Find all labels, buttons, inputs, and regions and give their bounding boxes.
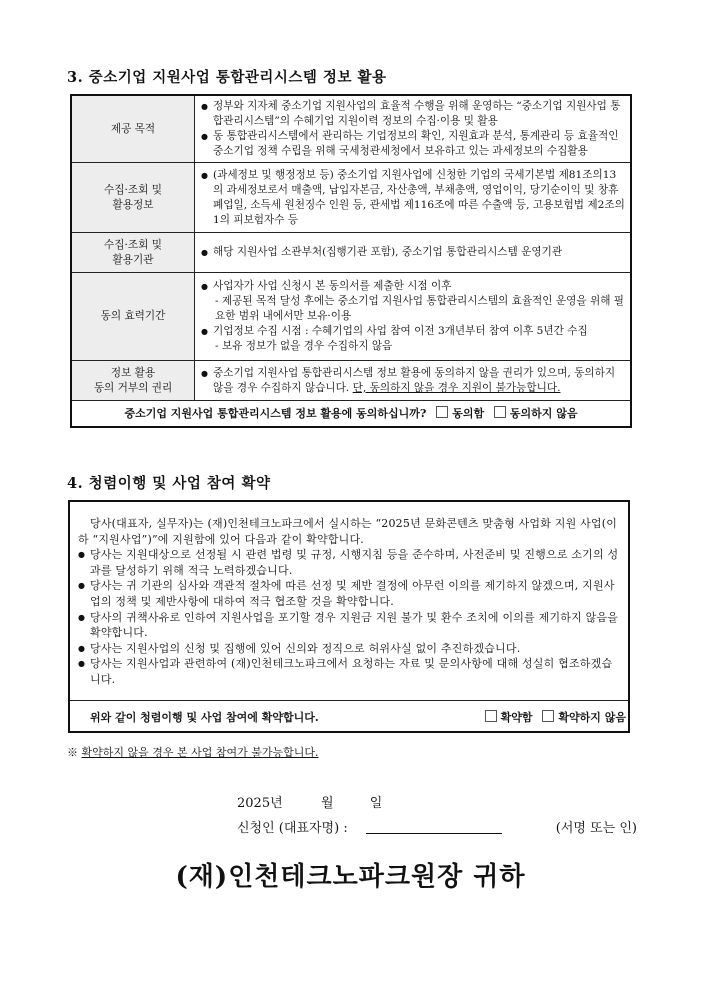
consent-question-row bbox=[71, 401, 631, 428]
pledge-body bbox=[78, 516, 620, 688]
validity-subitem: - 제공된 목적 달성 후에는 중소기업 지원사업 통합관리시스템의 효율적인 운영을 위해 필요한 범위 내에서만 보유·이용 bbox=[215, 295, 625, 322]
pledge-item: ● 당사는 지원대상으로 선정될 시 관련 법령 및 규정, 시행지침 등을 준수하며, 사전준비 및 진행으로 소기의 성과를 달성하기 위해 적극 노력하겠습니다. bbox=[78, 547, 620, 578]
notice bbox=[67, 744, 319, 760]
pledge-question-row bbox=[70, 700, 628, 731]
pledge-box bbox=[68, 500, 630, 733]
refusal-right-label bbox=[71, 361, 195, 401]
refusal-item bbox=[201, 366, 626, 396]
collecting-org-content bbox=[195, 233, 632, 273]
collected-info-label-line1: 수집·조회 및 bbox=[104, 183, 162, 196]
refusal-text: 중소기업 지원사업 통합관리시스템 정보 활용에 동의하지 않을 권리가 있으며, 동의하지 않을 경우 수집하지 않습니다. bbox=[213, 366, 616, 394]
pledge-disagree-checkbox[interactable] bbox=[542, 710, 554, 722]
validity-period-label: 동의 효력기간 bbox=[71, 273, 195, 361]
collected-info-content bbox=[195, 163, 632, 233]
agree-label: 동의함 bbox=[452, 407, 485, 420]
pledge-agree-checkbox[interactable] bbox=[485, 710, 497, 722]
consent-question: 중소기업 지원사업 통합관리시스템 정보 활용에 동의하십니까? bbox=[124, 407, 427, 420]
validity-subitem: - 보유 정보가 없을 경우 수집하지 않음 bbox=[215, 340, 393, 352]
addressee: (재)인천테크노파크원장 귀하 bbox=[175, 862, 526, 892]
signature-hint: (서명 또는 인) bbox=[555, 821, 637, 836]
pledge-options bbox=[479, 709, 626, 725]
pledge-item: ● 당사의 귀책사유로 인하여 지원사업을 포기할 경우 지원금 지원 불가 및 환수 조치에 이의를 제기하지 않음을 확약합니다. bbox=[78, 610, 620, 641]
refusal-warning: 단, 동의하지 않을 경우 지원이 불가능합니다. bbox=[352, 381, 561, 394]
info-usage-table bbox=[70, 94, 632, 428]
validity-item: ● 기업정보 수집 시점 : 수혜기업의 사업 참여 이전 3개년부터 참여 이후 5년간 수집 bbox=[201, 324, 626, 339]
notice-mark: ※ bbox=[67, 746, 78, 759]
purpose-item: ● 동 통합관리시스템에서 관리하는 기업정보의 확인, 지원효과 분석, 통계관리 등 효율적인 중소기업 정책 수립을 위해 국세청관세청에서 보유하고 있는 과세정보의 수집활용 bbox=[201, 129, 626, 159]
pledge-item: ● 당사는 지원사업과 관련하여 (재)인천테크노파크에서 요청하는 자료 및 문의사항에 대해 성실히 협조하겠습니다. bbox=[78, 656, 620, 687]
collecting-org-item: ● 해당 지원사업 소관부처(집행기관 포함), 중소기업 통합관리시스템 운영기관 bbox=[201, 245, 626, 260]
validity-period-content bbox=[195, 273, 632, 361]
date-day: 일 bbox=[369, 796, 383, 811]
section-3-title: 3. 중소기업 지원사업 통합관리시스템 정보 활용 bbox=[67, 69, 387, 86]
collecting-org-label-line2: 활용기관 bbox=[112, 253, 154, 266]
purpose-content bbox=[195, 95, 632, 163]
applicant-label: 신청인 (대표자명) : bbox=[237, 821, 348, 836]
pledge-agree-label: 확약함 bbox=[500, 711, 533, 724]
refusal-right-label-line1: 정보 활용 bbox=[110, 366, 156, 379]
refusal-right-content bbox=[195, 361, 632, 401]
collected-info-item: ● (과세정보 및 행정정보 등) 중소기업 지원사업에 신청한 기업의 국세기본법 제81조의13의 과세정보로서 매출액, 납입자본금, 자산총액, 부채총액, 영업이익, 당기순이익 및 창휴폐업일, 소득세 원천징수 인원 등, 관세법 제116조에 따른 수출액 등, 고용보험법 제2조의1의 피보험자수 등 bbox=[201, 168, 626, 228]
disagree-label: 동의하지 않음 bbox=[509, 407, 578, 420]
collecting-org-label bbox=[71, 233, 195, 273]
applicant-line bbox=[237, 817, 637, 836]
purpose-label: 제공 목적 bbox=[71, 95, 195, 163]
validity-item: ● 사업자가 사업 신청시 본 동의서를 제출한 시점 이후 bbox=[201, 279, 626, 294]
pledge-item: ● 당사는 지원사업의 신청 및 집행에 있어 신의와 정직으로 허위사실 없이 추진하겠습니다. bbox=[78, 641, 620, 657]
collecting-org-label-line1: 수집·조회 및 bbox=[104, 238, 162, 251]
pledge-disagree-label: 확약하지 않음 bbox=[558, 711, 626, 724]
section-4-title: 4. 청렴이행 및 사업 참여 확약 bbox=[67, 475, 271, 492]
date-year: 2025년 bbox=[237, 796, 283, 811]
applicant-name-field[interactable] bbox=[366, 820, 502, 834]
collected-info-label-line2: 활용정보 bbox=[112, 198, 154, 211]
date-line bbox=[237, 792, 382, 811]
notice-text: 확약하지 않을 경우 본 사업 참여가 불가능합니다. bbox=[81, 746, 319, 759]
pledge-item: ● 당사는 귀 기관의 심사와 객관적 절차에 따른 선정 및 제반 결정에 아무런 이의를 제기하지 않겠으며, 지원사업의 정책 및 제반사항에 대하여 적극 협조할 것을 확약합니다. bbox=[78, 578, 620, 609]
refusal-right-label-line2: 동의 거부의 권리 bbox=[93, 381, 173, 394]
date-month: 월 bbox=[320, 796, 334, 811]
collected-info-label bbox=[71, 163, 195, 233]
disagree-checkbox[interactable] bbox=[494, 406, 506, 418]
pledge-intro: 당사(대표자, 실무자)는 (재)인천테크노파크에서 실시하는 “2025년 문화콘텐츠 맞춤형 사업화 지원 사업(이하 “지원사업”)”에 지원함에 있어 다음과 같이 확약합니다. bbox=[78, 517, 618, 546]
pledge-question: 위와 같이 청렴이행 및 사업 참여에 확약합니다. bbox=[90, 711, 319, 724]
agree-checkbox[interactable] bbox=[436, 406, 448, 418]
purpose-item: ● 정부와 지자체 중소기업 지원사업의 효율적 수행을 위해 운영하는 “중소기업 지원사업 통합관리시스템”의 수혜기업 지원이력 정보의 수집·이용 및 활용 bbox=[201, 99, 626, 129]
